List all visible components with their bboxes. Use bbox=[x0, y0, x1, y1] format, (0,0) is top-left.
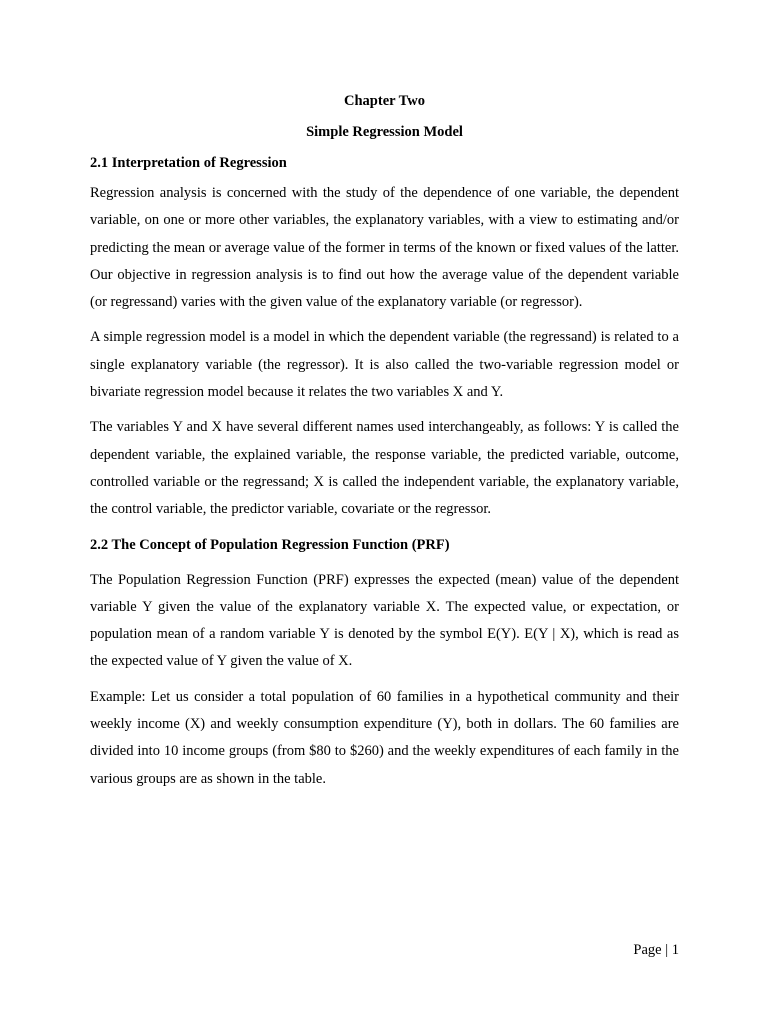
section-heading-2-1: 2.1 Interpretation of Regression bbox=[90, 155, 287, 171]
paragraph: The Population Regression Function (PRF) expresses the expected (mean) value of the dependent variable Y given the value of the explanatory variable X. The expected value, or expectation, or population mean of a random variable Y is denoted by the symbol E(Y). E(Y | X), which is read as the expected value of Y given the value of X. bbox=[90, 571, 679, 670]
paragraph: Example: Let us consider a total population of 60 families in a hypothetical community and their weekly income (X) and weekly consumption expenditure (Y), both in dollars. The 60 families are divided into 10 income groups (from $80 to $260) and the weekly expenditures of each family in the various groups are as shown in the table. bbox=[90, 688, 679, 787]
paragraph: The variables Y and X have several different names used interchangeably, as follows: Y is called the dependent variable, the explained variable, the response variable, the predicted variable, outcome, controlled variable or the regressand; X is called the independent variable, the explanatory variable, the control variable, the predictor variable, covariate or the regressor. bbox=[90, 419, 679, 518]
section-heading-2-2: 2.2 The Concept of Population Regression Function (PRF) bbox=[90, 536, 450, 553]
document-body bbox=[90, 88, 679, 801]
paragraph: Regression analysis is concerned with the study of the dependence of one variable, the dependent variable, on one or more other variables, the explanatory variables, with a view to estimating and/or predicting the mean or average value of the former in terms of the known or fixed values of the latter. Our objective in regression analysis is to find out how the average value of the dependent variable (or regressand) varies with the given value of the explanatory variable (or regressor). bbox=[90, 185, 679, 311]
chapter-subtitle: Simple Regression Model bbox=[306, 124, 463, 140]
page-number: Page | 1 bbox=[633, 942, 679, 958]
paragraph: A simple regression model is a model in which the dependent variable (the regressand) is related to a single explanatory variable (the regressor). It is also called the two-variable regression model or bivariate regression model because it relates the two variables X and Y. bbox=[90, 329, 679, 401]
chapter-title: Chapter Two bbox=[344, 93, 425, 109]
